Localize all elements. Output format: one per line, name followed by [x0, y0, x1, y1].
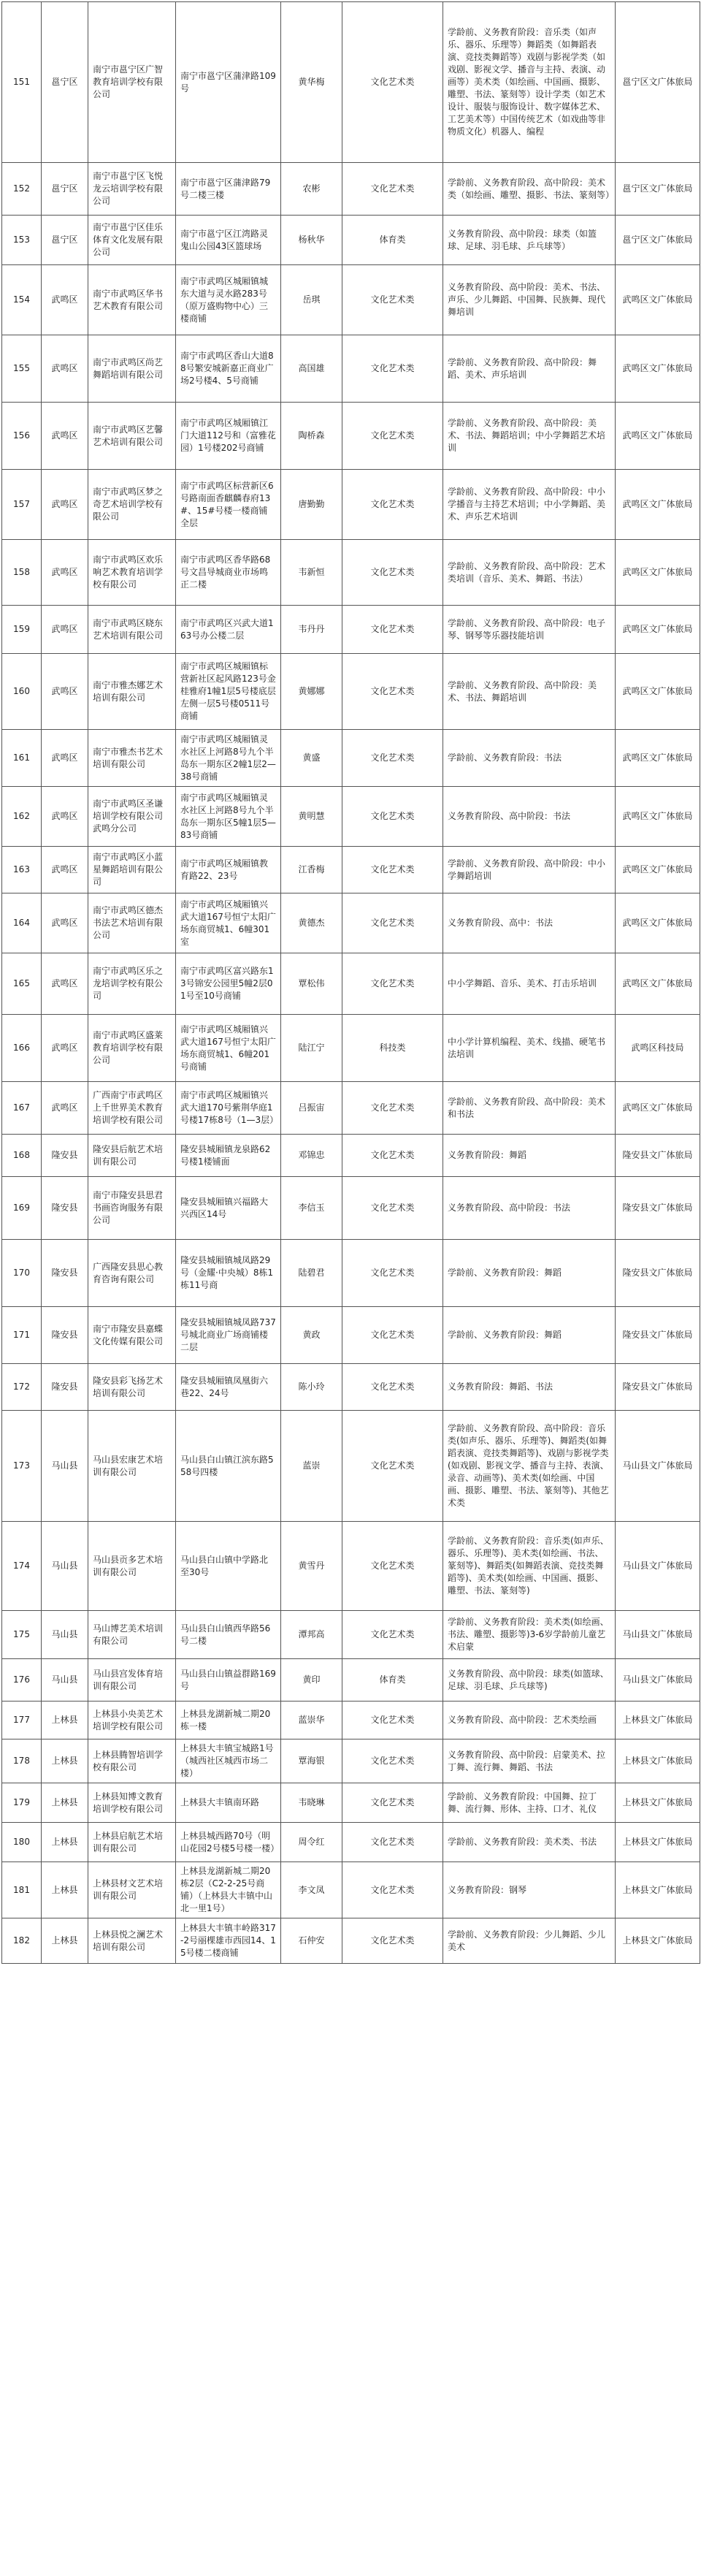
approval-authority-cell: 马山县文广体旅局: [616, 1522, 700, 1611]
institution-name-cell: 广西南宁市武鸣区上千世界美术教育培训学校有限公司: [88, 1082, 176, 1135]
training-scope-cell: 学龄前、义务教育阶段、高中阶段：美术和书法: [443, 1082, 616, 1135]
category-cell: 文化艺术类: [342, 1823, 443, 1862]
table-row: [2, 606, 700, 654]
legal-person-cell: 黄德杰: [281, 893, 342, 953]
table-row: [2, 1862, 700, 1918]
category-cell: 文化艺术类: [342, 403, 443, 470]
row-number: 162: [2, 787, 42, 847]
district-cell: 武鸣区: [42, 953, 88, 1015]
district-cell: 隆安县: [42, 1364, 88, 1411]
address-cell: 隆安县城厢镇城凤路737号城北商业广场商铺楼二层: [176, 1307, 281, 1364]
approval-authority-cell: 上林县文广体旅局: [616, 1862, 700, 1918]
table-row: [2, 847, 700, 893]
institution-name-cell: 南宁市雅杰书艺术培训有限公司: [88, 730, 176, 787]
training-scope-cell: 中小学舞蹈、音乐、美术、打击乐培训: [443, 953, 616, 1015]
category-cell: 科技类: [342, 1015, 443, 1082]
institution-name-cell: 南宁市武鸣区艺馨艺术培训有限公司: [88, 403, 176, 470]
table-row: [2, 1307, 700, 1364]
category-cell: 文化艺术类: [342, 1082, 443, 1135]
district-cell: 马山县: [42, 1611, 88, 1659]
district-cell: 隆安县: [42, 1307, 88, 1364]
category-cell: 文化艺术类: [342, 1135, 443, 1177]
training-scope-cell: 学龄前、义务教育阶段、高中阶段：电子琴、钢琴等乐器技能培训: [443, 606, 616, 654]
district-cell: 武鸣区: [42, 606, 88, 654]
table-row: [2, 1918, 700, 1964]
district-cell: 马山县: [42, 1522, 88, 1611]
table-row: [2, 1611, 700, 1659]
district-cell: 上林县: [42, 1823, 88, 1862]
institution-name-cell: 马山博艺美术培训有限公司: [88, 1611, 176, 1659]
legal-person-cell: 石仲安: [281, 1918, 342, 1964]
address-cell: 南宁市武鸣区城厢镇江门大道112号和（富雅花园）1号楼202号商铺: [176, 403, 281, 470]
row-number: 151: [2, 2, 42, 163]
institution-name-cell: 上林县小央美艺术培训学校有限公司: [88, 1702, 176, 1739]
address-cell: 南宁市武鸣区标营新区6号路南面香麒麟春府13#、15#号楼一楼商铺全层: [176, 470, 281, 540]
training-scope-cell: 学龄前、义务教育阶段：中国舞、拉丁舞、流行舞、形体、主持、口才、礼仪: [443, 1783, 616, 1823]
district-cell: 武鸣区: [42, 403, 88, 470]
institution-name-cell: 南宁市邕宁区广智教育培训学校有限公司: [88, 2, 176, 163]
approval-authority-cell: 武鸣区文广体旅局: [616, 1082, 700, 1135]
approval-authority-cell: 武鸣区文广体旅局: [616, 953, 700, 1015]
approval-authority-cell: 武鸣区科技局: [616, 1015, 700, 1082]
table-row: [2, 265, 700, 335]
row-number: 156: [2, 403, 42, 470]
institution-name-cell: 上林县腾智培训学校有限公司: [88, 1739, 176, 1783]
table-row: [2, 654, 700, 730]
category-cell: 文化艺术类: [342, 893, 443, 953]
training-scope-cell: 义务教育阶段：钢琴: [443, 1862, 616, 1918]
approval-authority-cell: 武鸣区文广体旅局: [616, 540, 700, 606]
training-scope-cell: 学龄前、义务教育阶段：音乐类（如声乐、器乐、乐理等）舞蹈类（如舞蹈表演、竞技类舞蹈等）戏剧与影视学类（如戏剧、影视文学、播音与主持、表演、动画等）美术类（如绘画、中国画、摄影、雕塑、书法、篆刻等）设计学类（如艺术设计、服装与服饰设计、数字媒体艺术、工艺美术等）中国传统艺术（如戏曲等非物质文化）机器人、编程: [443, 2, 616, 163]
address-cell: 隆安县城厢镇龙泉路62号楼1楼铺面: [176, 1135, 281, 1177]
category-cell: 文化艺术类: [342, 787, 443, 847]
legal-person-cell: 岳琪: [281, 265, 342, 335]
legal-person-cell: 高国雄: [281, 335, 342, 403]
institution-name-cell: 上林县材文艺术培训有限公司: [88, 1862, 176, 1918]
approval-authority-cell: 隆安县文广体旅局: [616, 1364, 700, 1411]
address-cell: 南宁市武鸣区城厢镇兴武大道167号恒宁太阳广场东商贸城1、6幢201号商铺: [176, 1015, 281, 1082]
address-cell: 隆安县城厢镇凤凰街六巷22、24号: [176, 1364, 281, 1411]
row-number: 171: [2, 1307, 42, 1364]
address-cell: 南宁市武鸣区城厢镇标营新社区起风路123号金桂雅府1幢1层5号楼底层左侧一层5号楼0511号商铺: [176, 654, 281, 730]
institution-name-cell: 南宁市邕宁区飞悦龙云培训学校有限公司: [88, 163, 176, 216]
approval-authority-cell: 武鸣区文广体旅局: [616, 787, 700, 847]
legal-person-cell: 覃松伟: [281, 953, 342, 1015]
approval-authority-cell: 隆安县文广体旅局: [616, 1177, 700, 1240]
institution-name-cell: 南宁市雅杰娜艺术培训有限公司: [88, 654, 176, 730]
legal-person-cell: 唐勤勤: [281, 470, 342, 540]
approval-authority-cell: 武鸣区文广体旅局: [616, 654, 700, 730]
district-cell: 武鸣区: [42, 787, 88, 847]
table-row: [2, 216, 700, 265]
legal-person-cell: 潭邦高: [281, 1611, 342, 1659]
legal-person-cell: 韦丹丹: [281, 606, 342, 654]
address-cell: 南宁市邕宁区蒲津路109号: [176, 2, 281, 163]
district-cell: 马山县: [42, 1659, 88, 1702]
legal-person-cell: 黄华梅: [281, 2, 342, 163]
institution-name-cell: 南宁市武鸣区乐之龙培训学校有限公司: [88, 953, 176, 1015]
training-scope-cell: 义务教育阶段、高中阶段：球类(如篮球、足球、羽毛球、乒乓球等): [443, 1659, 616, 1702]
category-cell: 文化艺术类: [342, 1862, 443, 1918]
institution-name-cell: 南宁市隆安县思君书画咨询服务有限公司: [88, 1177, 176, 1240]
address-cell: 南宁市武鸣区城厢镇教育路22、23号: [176, 847, 281, 893]
district-cell: 上林县: [42, 1702, 88, 1739]
training-scope-cell: 学龄前、义务教育阶段：书法: [443, 730, 616, 787]
training-scope-cell: 义务教育阶段：舞蹈、书法: [443, 1364, 616, 1411]
table-row: [2, 1364, 700, 1411]
table-row: [2, 1240, 700, 1307]
approval-authority-cell: 武鸣区文广体旅局: [616, 606, 700, 654]
institution-name-cell: 上林县悦之澜艺术培训有限公司: [88, 1918, 176, 1964]
training-scope-cell: 义务教育阶段：舞蹈: [443, 1135, 616, 1177]
institution-name-cell: 马山县贡多艺术培训有限公司: [88, 1522, 176, 1611]
address-cell: 马山县白山镇益群路169号: [176, 1659, 281, 1702]
row-number: 161: [2, 730, 42, 787]
legal-person-cell: 黄盛: [281, 730, 342, 787]
approval-authority-cell: 隆安县文广体旅局: [616, 1307, 700, 1364]
category-cell: 文化艺术类: [342, 335, 443, 403]
institution-name-cell: 南宁市武鸣区盛莱教育培训学校有限公司: [88, 1015, 176, 1082]
table-row: [2, 1522, 700, 1611]
category-cell: 文化艺术类: [342, 1240, 443, 1307]
legal-person-cell: 陶桥森: [281, 403, 342, 470]
address-cell: 隆安县城厢镇城凤路29号（金耀·中央城）8栋1栋11号商: [176, 1240, 281, 1307]
address-cell: 上林县大丰镇宝城路1号（城西社区城西市场二楼）: [176, 1739, 281, 1783]
row-number: 172: [2, 1364, 42, 1411]
category-cell: 文化艺术类: [342, 1611, 443, 1659]
category-cell: 文化艺术类: [342, 1739, 443, 1783]
district-cell: 武鸣区: [42, 730, 88, 787]
row-number: 174: [2, 1522, 42, 1611]
row-number: 153: [2, 216, 42, 265]
institution-name-cell: 南宁市武鸣区德杰书法艺术培训有限公司: [88, 893, 176, 953]
address-cell: 南宁市武鸣区富兴路东13号锦安公园里5幢2层01号至10号商铺: [176, 953, 281, 1015]
approval-authority-cell: 邕宁区文广体旅局: [616, 163, 700, 216]
approval-authority-cell: 上林县文广体旅局: [616, 1783, 700, 1823]
address-cell: 南宁市武鸣区香华路68号文昌导城商业市场鸣正二楼: [176, 540, 281, 606]
legal-person-cell: 江香梅: [281, 847, 342, 893]
row-number: 160: [2, 654, 42, 730]
row-number: 154: [2, 265, 42, 335]
legal-person-cell: 吕振宙: [281, 1082, 342, 1135]
approval-authority-cell: 马山县文广体旅局: [616, 1411, 700, 1522]
table-row: [2, 1702, 700, 1739]
table-row: [2, 1177, 700, 1240]
category-cell: 文化艺术类: [342, 1522, 443, 1611]
training-scope-cell: 学龄前、义务教育阶段：少儿舞蹈、少儿美术: [443, 1918, 616, 1964]
table-row: [2, 953, 700, 1015]
training-scope-cell: 学龄前、义务教育阶段、高中阶段：音乐类(如声乐、器乐、乐理等)、舞蹈类(如舞蹈表演、竞技类舞蹈等)、戏剧与影视学类(如戏剧、影视文学、播音与主持、表演、录音、动画等)、美术类(如绘画、中国画、摄影、雕塑、书法、篆刻等)、其他艺术类: [443, 1411, 616, 1522]
legal-person-cell: 陆碧君: [281, 1240, 342, 1307]
category-cell: 体育类: [342, 216, 443, 265]
approval-authority-cell: 邕宁区文广体旅局: [616, 216, 700, 265]
row-number: 166: [2, 1015, 42, 1082]
district-cell: 武鸣区: [42, 1015, 88, 1082]
district-cell: 上林县: [42, 1918, 88, 1964]
district-cell: 武鸣区: [42, 847, 88, 893]
table-body: [2, 2, 700, 1964]
legal-person-cell: 蓝崇: [281, 1411, 342, 1522]
approval-authority-cell: 武鸣区文广体旅局: [616, 730, 700, 787]
row-number: 157: [2, 470, 42, 540]
approval-authority-cell: 邕宁区文广体旅局: [616, 2, 700, 163]
training-scope-cell: 义务教育阶段、高中阶段：美术、书法、声乐、少儿舞蹈、中国舞、民族舞、现代舞培训: [443, 265, 616, 335]
legal-person-cell: 覃海银: [281, 1739, 342, 1783]
training-scope-cell: 义务教育阶段、高中阶段：书法: [443, 1177, 616, 1240]
legal-person-cell: 李文凤: [281, 1862, 342, 1918]
registry-table: [1, 1, 700, 1964]
approval-authority-cell: 武鸣区文广体旅局: [616, 893, 700, 953]
address-cell: 南宁市武鸣区城厢镇灵水社区上河路8号九个半岛东一期东区5幢1层5—83号商铺: [176, 787, 281, 847]
training-scope-cell: 学龄前、义务教育阶段：舞蹈: [443, 1307, 616, 1364]
table-row: [2, 335, 700, 403]
row-number: 159: [2, 606, 42, 654]
legal-person-cell: 黄雪丹: [281, 1522, 342, 1611]
row-number: 170: [2, 1240, 42, 1307]
district-cell: 上林县: [42, 1783, 88, 1823]
category-cell: 文化艺术类: [342, 847, 443, 893]
institution-name-cell: 南宁市武鸣区梦之奇艺术培训学校有限公司: [88, 470, 176, 540]
training-scope-cell: 学龄前、义务教育阶段、高中阶段：舞蹈、美术、声乐培训: [443, 335, 616, 403]
row-number: 173: [2, 1411, 42, 1522]
institution-name-cell: 上林县知博文教育培训学校有限公司: [88, 1783, 176, 1823]
row-number: 179: [2, 1783, 42, 1823]
category-cell: 文化艺术类: [342, 1364, 443, 1411]
row-number: 177: [2, 1702, 42, 1739]
category-cell: 体育类: [342, 1659, 443, 1702]
table-row: [2, 893, 700, 953]
category-cell: 文化艺术类: [342, 953, 443, 1015]
address-cell: 马山县白山镇西华路56号二楼: [176, 1611, 281, 1659]
address-cell: 上林县龙湖新城二期20栋2层（C2-2-25号商铺）（上林县大丰镇中山北一里1号）: [176, 1862, 281, 1918]
category-cell: 文化艺术类: [342, 1918, 443, 1964]
table-row: [2, 1659, 700, 1702]
training-scope-cell: 义务教育阶段、高中阶段：启蒙美术、拉丁舞、流行舞、舞蹈、书法: [443, 1739, 616, 1783]
institution-name-cell: 南宁市武鸣区尚艺舞蹈培训有限公司: [88, 335, 176, 403]
district-cell: 隆安县: [42, 1135, 88, 1177]
training-scope-cell: 义务教育阶段、高中阶段：球类（如篮球、足球、羽毛球、乒乓球等）: [443, 216, 616, 265]
address-cell: 上林县城西路70号（明山花园2号楼5号楼一楼）: [176, 1823, 281, 1862]
training-scope-cell: 义务教育阶段、高中：书法: [443, 893, 616, 953]
district-cell: 隆安县: [42, 1240, 88, 1307]
approval-authority-cell: 马山县文广体旅局: [616, 1659, 700, 1702]
address-cell: 南宁市邕宁区江湾路灵鬼山公园43区篮球场: [176, 216, 281, 265]
training-scope-cell: 义务教育阶段、高中阶段：书法: [443, 787, 616, 847]
category-cell: 文化艺术类: [342, 2, 443, 163]
category-cell: 文化艺术类: [342, 1783, 443, 1823]
table-row: [2, 1015, 700, 1082]
training-scope-cell: 学龄前、义务教育阶段：美术类、书法: [443, 1823, 616, 1862]
legal-person-cell: 蓝崇华: [281, 1702, 342, 1739]
district-cell: 武鸣区: [42, 265, 88, 335]
training-scope-cell: 学龄前、义务教育阶段、高中阶段：艺术类培训（音乐、美术、舞蹈、书法）: [443, 540, 616, 606]
institution-name-cell: 南宁市武鸣区华书艺术教育有限公司: [88, 265, 176, 335]
approval-authority-cell: 武鸣区文广体旅局: [616, 847, 700, 893]
training-scope-cell: 学龄前、义务教育阶段、高中阶段：中小学播音与主持艺术培训；中小学舞蹈、美术、声乐艺术培训: [443, 470, 616, 540]
approval-authority-cell: 武鸣区文广体旅局: [616, 335, 700, 403]
row-number: 164: [2, 893, 42, 953]
table-row: [2, 403, 700, 470]
category-cell: 文化艺术类: [342, 1307, 443, 1364]
district-cell: 隆安县: [42, 1177, 88, 1240]
table-row: [2, 1823, 700, 1862]
category-cell: 文化艺术类: [342, 540, 443, 606]
approval-authority-cell: 武鸣区文广体旅局: [616, 265, 700, 335]
row-number: 175: [2, 1611, 42, 1659]
legal-person-cell: 邓锦忠: [281, 1135, 342, 1177]
table-row: [2, 1135, 700, 1177]
address-cell: 南宁市武鸣区香山大道88号繁安城新嘉正商业广场2号楼4、5号商铺: [176, 335, 281, 403]
legal-person-cell: 周令红: [281, 1823, 342, 1862]
training-scope-cell: 学龄前、义务教育阶段：舞蹈: [443, 1240, 616, 1307]
legal-person-cell: 韦晓琳: [281, 1783, 342, 1823]
institution-name-cell: 南宁市武鸣区圣谦培训学校有限公司武鸣分公司: [88, 787, 176, 847]
address-cell: 南宁市邕宁区蒲津路79号二楼三楼: [176, 163, 281, 216]
address-cell: 南宁市武鸣区城厢镇兴武大道167号恒宁太阳广场东商贸城1、6幢301室: [176, 893, 281, 953]
approval-authority-cell: 上林县文广体旅局: [616, 1702, 700, 1739]
legal-person-cell: 韦新恒: [281, 540, 342, 606]
row-number: 155: [2, 335, 42, 403]
address-cell: 上林县龙湖新城二期20栋一楼: [176, 1702, 281, 1739]
category-cell: 文化艺术类: [342, 1702, 443, 1739]
institution-name-cell: 南宁市武鸣区小蓝星舞蹈培训有限公司: [88, 847, 176, 893]
district-cell: 上林县: [42, 1862, 88, 1918]
approval-authority-cell: 马山县文广体旅局: [616, 1611, 700, 1659]
legal-person-cell: 陆江宁: [281, 1015, 342, 1082]
row-number: 182: [2, 1918, 42, 1964]
training-scope-cell: 学龄前、义务教育阶段：音乐类(如声乐、器乐、乐理等)、美术类(如绘画、书法、篆刻等)、舞蹈类(如舞蹈表演、竞技类舞蹈等)、美术类(如绘画、中国画、摄影、雕塑、书法、篆刻等): [443, 1522, 616, 1611]
legal-person-cell: 李信玉: [281, 1177, 342, 1240]
category-cell: 文化艺术类: [342, 1177, 443, 1240]
district-cell: 武鸣区: [42, 893, 88, 953]
address-cell: 上林县大丰镇丰岭路317-2号丽棵雄市西园14、15号楼二楼商铺: [176, 1918, 281, 1964]
district-cell: 武鸣区: [42, 335, 88, 403]
row-number: 163: [2, 847, 42, 893]
approval-authority-cell: 上林县文广体旅局: [616, 1918, 700, 1964]
district-cell: 上林县: [42, 1739, 88, 1783]
approval-authority-cell: 上林县文广体旅局: [616, 1823, 700, 1862]
category-cell: 文化艺术类: [342, 265, 443, 335]
legal-person-cell: 黄娜娜: [281, 654, 342, 730]
district-cell: 马山县: [42, 1411, 88, 1522]
category-cell: 文化艺术类: [342, 1411, 443, 1522]
address-cell: 南宁市武鸣区城厢镇城东大道与灵水路283号（原万盛购物中心）三楼商铺: [176, 265, 281, 335]
address-cell: 南宁市武鸣区兴武大道163号办公楼二层: [176, 606, 281, 654]
row-number: 176: [2, 1659, 42, 1702]
training-scope-cell: 学龄前、义务教育阶段、高中阶段：美术类（如绘画、雕塑、摄影、书法、篆刻等）: [443, 163, 616, 216]
institution-name-cell: 南宁市武鸣区欢乐响艺术教育培训学校有限公司: [88, 540, 176, 606]
institution-name-cell: 南宁市隆安县嘉蝶文化传媒有限公司: [88, 1307, 176, 1364]
row-number: 169: [2, 1177, 42, 1240]
table-row: [2, 163, 700, 216]
training-scope-cell: 义务教育阶段、高中阶段：艺术类绘画: [443, 1702, 616, 1739]
address-cell: 南宁市武鸣区城厢镇灵水社区上河路8号九个半岛东一期东区2幢1层2—38号商铺: [176, 730, 281, 787]
category-cell: 文化艺术类: [342, 654, 443, 730]
district-cell: 邕宁区: [42, 216, 88, 265]
training-scope-cell: 学龄前、义务教育阶段、高中阶段：美术、书法、舞蹈培训: [443, 654, 616, 730]
district-cell: 邕宁区: [42, 163, 88, 216]
row-number: 181: [2, 1862, 42, 1918]
district-cell: 武鸣区: [42, 540, 88, 606]
table-row: [2, 1082, 700, 1135]
institution-name-cell: 广西隆安县思心教育咨询有限公司: [88, 1240, 176, 1307]
training-scope-cell: 中小学计算机编程、美术、线描、硬笔书法培训: [443, 1015, 616, 1082]
institution-name-cell: 马山县宏康艺术培训有限公司: [88, 1411, 176, 1522]
legal-person-cell: 农彬: [281, 163, 342, 216]
legal-person-cell: 陈小玲: [281, 1364, 342, 1411]
table-row: [2, 470, 700, 540]
table-row: [2, 730, 700, 787]
category-cell: 文化艺术类: [342, 730, 443, 787]
row-number: 152: [2, 163, 42, 216]
table-row: [2, 787, 700, 847]
institution-name-cell: 隆安县彩飞扬艺术培训有限公司: [88, 1364, 176, 1411]
training-scope-cell: 学龄前、义务教育阶段、高中阶段：美术、书法、舞蹈培训；中小学舞蹈艺术培训: [443, 403, 616, 470]
district-cell: 武鸣区: [42, 654, 88, 730]
approval-authority-cell: 上林县文广体旅局: [616, 1739, 700, 1783]
row-number: 158: [2, 540, 42, 606]
row-number: 165: [2, 953, 42, 1015]
institution-name-cell: 南宁市武鸣区晓东艺术培训有限公司: [88, 606, 176, 654]
row-number: 168: [2, 1135, 42, 1177]
legal-person-cell: 杨秋华: [281, 216, 342, 265]
district-cell: 邕宁区: [42, 2, 88, 163]
institution-name-cell: 隆安县后航艺术培训有限公司: [88, 1135, 176, 1177]
institution-name-cell: 马山县宫发体育培训有限公司: [88, 1659, 176, 1702]
row-number: 167: [2, 1082, 42, 1135]
approval-authority-cell: 隆安县文广体旅局: [616, 1135, 700, 1177]
institution-name-cell: 上林县启航艺术培训有限公司: [88, 1823, 176, 1862]
table-row: [2, 2, 700, 163]
address-cell: 马山县白山镇中学路北至30号: [176, 1522, 281, 1611]
table-row: [2, 1411, 700, 1522]
row-number: 178: [2, 1739, 42, 1783]
table-row: [2, 1739, 700, 1783]
approval-authority-cell: 隆安县文广体旅局: [616, 1240, 700, 1307]
district-cell: 武鸣区: [42, 1082, 88, 1135]
training-scope-cell: 学龄前、义务教育阶段、高中阶段：中小学舞蹈培训: [443, 847, 616, 893]
legal-person-cell: 黄政: [281, 1307, 342, 1364]
address-cell: 上林县大丰镇南环路: [176, 1783, 281, 1823]
table-row: [2, 540, 700, 606]
approval-authority-cell: 武鸣区文广体旅局: [616, 403, 700, 470]
category-cell: 文化艺术类: [342, 163, 443, 216]
row-number: 180: [2, 1823, 42, 1862]
district-cell: 武鸣区: [42, 470, 88, 540]
table-row: [2, 1783, 700, 1823]
legal-person-cell: 黄印: [281, 1659, 342, 1702]
address-cell: 南宁市武鸣区城厢镇兴武大道170号紫荆华庭1号楼17栋8号（1—3层）: [176, 1082, 281, 1135]
training-scope-cell: 学龄前、义务教育阶段：美术类(如绘画、书法、雕塑、摄影等)3-6岁学龄前儿童艺术启蒙: [443, 1611, 616, 1659]
approval-authority-cell: 武鸣区文广体旅局: [616, 470, 700, 540]
legal-person-cell: 黄明慧: [281, 787, 342, 847]
category-cell: 文化艺术类: [342, 606, 443, 654]
address-cell: 隆安县城厢镇兴福路大兴西区14号: [176, 1177, 281, 1240]
institution-name-cell: 南宁市邕宁区佳乐体育文化发展有限公司: [88, 216, 176, 265]
address-cell: 马山县白山镇江滨东路558号四楼: [176, 1411, 281, 1522]
category-cell: 文化艺术类: [342, 470, 443, 540]
